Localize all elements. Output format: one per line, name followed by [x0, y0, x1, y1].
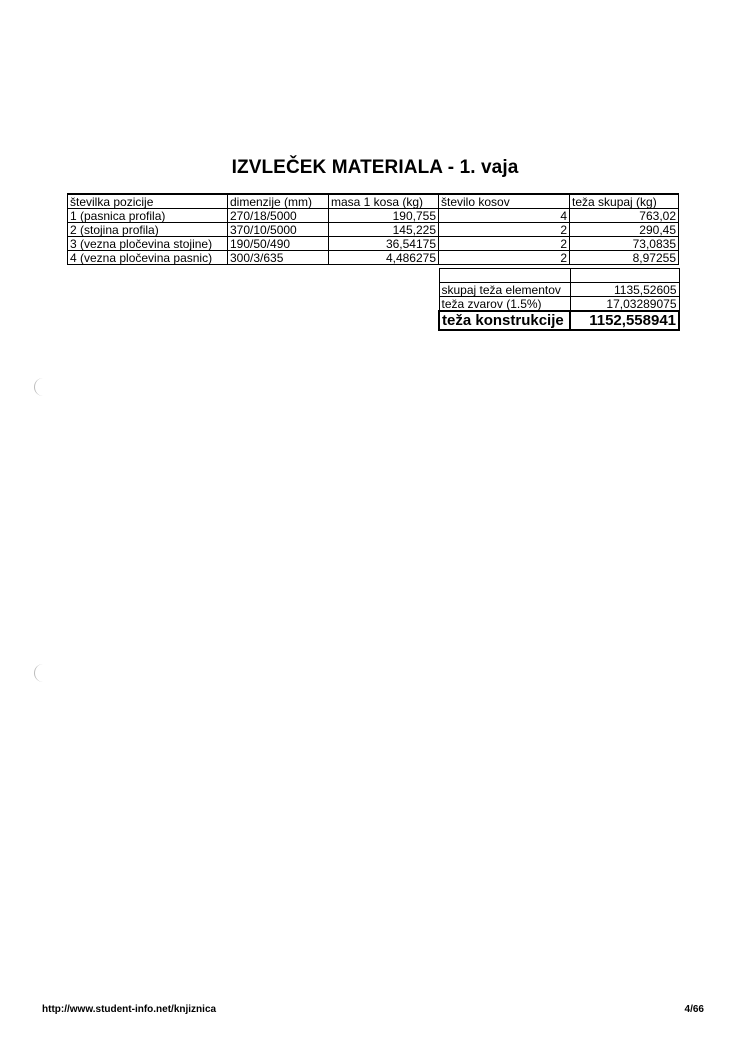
- table-cell: 370/10/5000: [228, 223, 329, 237]
- page-title: IZVLEČEK MATERIALA - 1. vaja: [231, 157, 519, 178]
- column-header: teža skupaj (kg): [570, 194, 679, 209]
- table-header-row: [68, 194, 679, 209]
- punch-hole-mark: [34, 378, 43, 396]
- summary-spacer-row: [439, 269, 679, 283]
- table-cell: 300/3/635: [228, 251, 329, 265]
- summary-row-elements: [439, 283, 679, 297]
- table-cell: 1 (pasnica profila): [68, 209, 228, 223]
- table-cell: 290,45: [570, 223, 679, 237]
- table-row: [68, 251, 679, 265]
- column-header: masa 1 kosa (kg): [329, 194, 439, 209]
- table-row: [68, 209, 679, 223]
- summary-label: teža zvarov (1.5%): [439, 297, 570, 312]
- table-cell: 763,02: [570, 209, 679, 223]
- table-cell: 2: [439, 223, 570, 237]
- summary-row-welds: [439, 297, 679, 312]
- table-cell: 4,486275: [329, 251, 439, 265]
- table-cell: 145,225: [329, 223, 439, 237]
- footer-url: http://www.student-info.net/knjiznica: [42, 1004, 217, 1015]
- column-header: dimenzije (mm): [228, 194, 329, 209]
- material-table: [67, 193, 679, 265]
- total-label: teža konstrukcije: [439, 311, 570, 330]
- table-cell: 8,97255: [570, 251, 679, 265]
- table-row: [68, 223, 679, 237]
- table-cell: 2: [439, 237, 570, 251]
- total-value: 1152,558941: [570, 311, 679, 330]
- table-cell: 190,755: [329, 209, 439, 223]
- column-header: številka pozicije: [68, 194, 228, 209]
- table-cell: 2 (stojina profila): [68, 223, 228, 237]
- summary-value: 17,03289075: [570, 297, 679, 312]
- summary-value: 1135,52605: [570, 283, 679, 297]
- table-cell: 270/18/5000: [228, 209, 329, 223]
- page-number: 4/66: [684, 1004, 704, 1015]
- table-cell: 36,54175: [329, 237, 439, 251]
- table-cell: 190/50/490: [228, 237, 329, 251]
- column-header: število kosov: [439, 194, 570, 209]
- summary-row-total: [439, 311, 679, 330]
- table-cell: 4 (vezna pločevina pasnic): [68, 251, 228, 265]
- table-row: [68, 237, 679, 251]
- table-cell: 2: [439, 251, 570, 265]
- table-cell: 73,0835: [570, 237, 679, 251]
- summary-table: [438, 268, 680, 331]
- punch-hole-mark: [34, 664, 43, 682]
- summary-label: skupaj teža elementov: [439, 283, 570, 297]
- table-cell: 3 (vezna pločevina stojine): [68, 237, 228, 251]
- table-cell: 4: [439, 209, 570, 223]
